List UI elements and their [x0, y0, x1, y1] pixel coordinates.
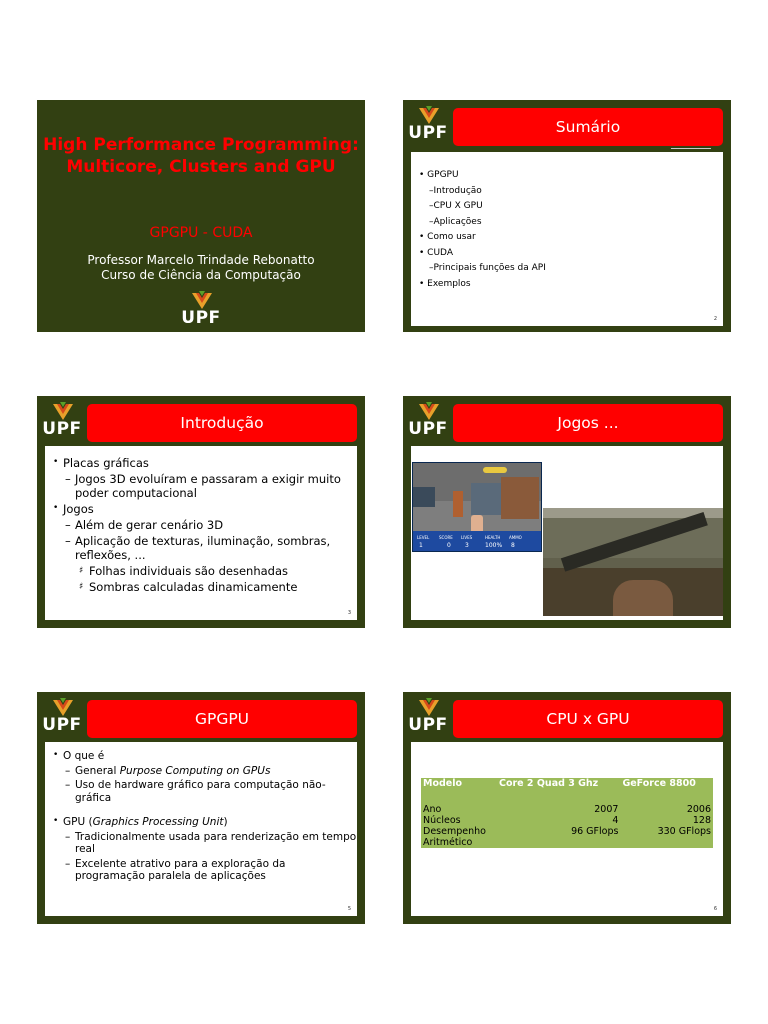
table-cell: 4: [612, 815, 619, 826]
table-cell: 96 GFlops: [571, 826, 619, 837]
comparison-table: [421, 778, 713, 848]
bullet-list: [51, 454, 357, 594]
table-cell: 2007: [594, 804, 619, 815]
bullet-subitem: – Tradicionalmente usada para renderização em tempo real: [65, 830, 357, 855]
toc-subitem: –Aplicações: [429, 216, 482, 227]
table-header: Core 2 Quad 3 Ghz: [497, 778, 620, 790]
course-name: Curso de Ciência da Computação: [101, 268, 301, 282]
bullet-subsubitem: ♯ Folhas individuais são desenhadas: [79, 564, 289, 578]
presentation-title: High Performance Programming: Multicore, Clusters and GPU: [43, 135, 359, 177]
bullet-subitem: – Jogos 3D evoluíram e passaram a exigir muito poder computacional: [65, 472, 341, 500]
slide-introducao: [37, 396, 365, 628]
table-row: [421, 826, 713, 848]
logo-text: UPF: [408, 419, 448, 439]
slide-content: [411, 742, 723, 916]
slide-title: [37, 100, 365, 332]
table-cell: Desempenho Aritmético: [423, 826, 486, 848]
divider: [671, 148, 711, 149]
toc-item: • GPGPU: [419, 170, 459, 180]
logo-text: UPF: [181, 308, 221, 328]
upf-logo: [405, 402, 451, 442]
slide-cpu-x-gpu: [403, 692, 731, 924]
page-number: 2: [713, 316, 717, 322]
table-row: [421, 804, 713, 815]
bullet-subitem: – Aplicação de texturas, iluminação, sombras, reflexões, ...: [65, 534, 331, 562]
slide-jogos: [403, 396, 731, 628]
page-number: 5: [347, 906, 351, 912]
slide-title-bar: GPGPU: [87, 700, 357, 738]
bullet-subitem: – Uso de hardware gráfico para computação não-gráfica: [65, 779, 326, 804]
slide-gpgpu: [37, 692, 365, 924]
table-header-row: [421, 778, 713, 790]
table-cell: 330 GFlops: [657, 826, 711, 837]
toc-list: [419, 168, 546, 292]
toc-subitem: –Principais funções da API: [429, 263, 546, 273]
toc-subitem: –CPU X GPU: [429, 201, 483, 211]
slide-content: [45, 742, 357, 916]
upf-logo: [39, 698, 85, 738]
wolfenstein-screenshot: [412, 462, 542, 552]
table-cell: Ano: [423, 804, 442, 815]
table-header: Modelo: [421, 778, 497, 790]
upf-logo: [178, 291, 224, 331]
bullet-item: • O que é: [51, 750, 357, 763]
bullet-list: [51, 748, 357, 883]
table-cell: Núcleos: [423, 815, 461, 826]
logo-text: UPF: [42, 419, 82, 439]
upf-logo: [39, 402, 85, 442]
slide-title-bar: CPU x GPU: [453, 700, 723, 738]
author-block: [37, 253, 365, 283]
bullet-subsubitem: ♯ Sombras calculadas dinamicamente: [79, 580, 298, 594]
slide-sumario: [403, 100, 731, 332]
slide-title-bar: Sumário: [453, 108, 723, 146]
logo-text: UPF: [42, 715, 82, 735]
slide-content: [45, 446, 357, 620]
table-row: [421, 815, 713, 826]
bullet-subitem: – General Purpose Computing on GPUs: [65, 764, 271, 777]
table-cell: 2006: [686, 804, 711, 815]
table-cell: 128: [692, 815, 711, 826]
slide-title-bar: Introdução: [87, 404, 357, 442]
bullet-subitem: – Excelente atrativo para a exploração da programação paralela de aplicações: [65, 857, 286, 882]
presentation-subtitle: GPGPU - CUDA: [149, 225, 253, 241]
modern-game-screenshot: [543, 508, 723, 616]
page-number: 3: [347, 610, 351, 616]
slide-title-bar: Jogos ...: [453, 404, 723, 442]
enemy-sprite: [453, 491, 463, 517]
slide-content: [411, 152, 723, 326]
logo-text: UPF: [408, 715, 448, 735]
bullet-item: • Jogos: [51, 502, 357, 516]
pistol-sprite: [471, 515, 483, 531]
page-number: 6: [713, 906, 717, 912]
toc-item: • Como usar: [419, 232, 476, 242]
toc-item: • CUDA: [419, 247, 453, 258]
game-hud: LEVEL SCORE LIVES HEALTH AMMO 1 0 3 100% 8: [413, 531, 541, 551]
bullet-item: • GPU (Graphics Processing Unit): [51, 816, 357, 829]
bullet-subitem: – Além de gerar cenário 3D: [65, 518, 224, 532]
toc-subitem: –Introdução: [429, 185, 482, 196]
toc-item: • Exemplos: [419, 278, 471, 289]
author-name: Professor Marcelo Trindade Rebonatto: [87, 253, 315, 267]
bullet-item: • Placas gráficas: [51, 456, 357, 470]
table-header: GeForce 8800: [620, 778, 713, 790]
upf-logo: [405, 106, 451, 146]
slide-content: [411, 446, 723, 620]
upf-logo: [405, 698, 451, 738]
logo-text: UPF: [408, 123, 448, 143]
